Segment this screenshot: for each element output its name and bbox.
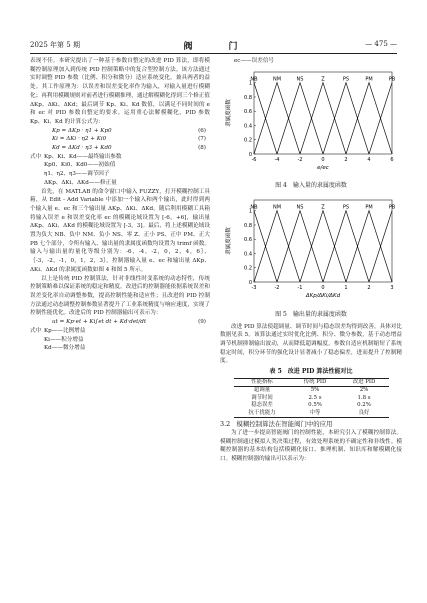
right-column	[220, 57, 402, 464]
membership-label: PB	[388, 204, 396, 211]
membership-label: NB	[250, 76, 258, 83]
x-tick-label: -2	[297, 156, 303, 163]
x-tick-label: 1	[344, 285, 348, 292]
plot-frame	[254, 200, 392, 282]
equation-8: Kd = ΔKd · η3 + Kd0 (8)	[52, 145, 206, 152]
paragraph: 为了进一步提高智能阀门的控制性能，本研究引入了模糊控制算法。模糊控制通过模拟人类决策过程，有效处理系统的不确定性和非线性。模糊控制器的基本结构包括模糊化接口、推理机制、知识库和解模糊化接口。模糊控制器的输出可以表示为：	[220, 429, 402, 463]
membership-label: PS	[342, 76, 350, 83]
table-row: 稳态误差 0.5% 0.2%	[251, 402, 371, 409]
figure-4-caption: 图 4 输入量的隶属度函数	[275, 182, 347, 190]
membership-label: NM	[272, 76, 282, 83]
membership-label: NB	[250, 204, 258, 211]
equation-7: Ki = ΔKi · η2 + Ki0 (7)	[52, 136, 206, 143]
paragraph: 首先，在 MATLAB 的命令窗口中输入 FUZZY，打开模糊控制工具箱，从 Edit - Add Variable 中添加一个输入和两个输出，此时得到两个输入量 e、ec 和三个输出量 ΔKp、ΔKi、ΔKd。随后利用模糊工具箱将输入误差 e 和误差变化率 ec 的模糊论域设置为 [-6，+6]，输出量 ΔKp、ΔKi、ΔKd 的模糊论域设置为 [-3，3]。最后，将上述模糊论域设置为负大 NB、负中 NM、负小 NS、零 Z、正小 PS、正中 PM、正大 PB 七个部分，令所有输入、输出量的隶属度函数均设置为 trimf 函数。输入与输出量的量化等级分别为：-6，-4，-2，0，2，4，6｝、｛-3，-2，-1，0，1，2，3｝。控制器输入量 e、ec 和输出量 ΔKp、ΔKi、ΔKd 的隶属度函数如图 4 和图 5 所示。	[30, 188, 210, 273]
x-tick-label: -4	[274, 156, 280, 163]
membership-curve	[277, 211, 323, 282]
paragraph: 改进 PID 算法使超调量、调节时间与稳态误差均得到改善，具体对比数据见表 5。该算法通过实时优化比例、积分、微分参数，基于动态增益调节机制抑制输出波动，从而降低超调幅度。参数自适应机制缩短了系统稳定时间，积分环节的强化设计显著减小了稳态偏差，进而提升了控制精度。	[220, 323, 402, 365]
y-tick-label: 0.4	[244, 251, 252, 258]
x-tick-label: 0	[321, 156, 325, 163]
equation-6: Kp = ΔKp · η1 + Kp0 (6)	[52, 127, 206, 134]
membership-label: Z	[321, 76, 325, 83]
membership-curve	[300, 211, 346, 282]
table-5	[234, 378, 389, 419]
y-tick-label: 1	[248, 80, 252, 87]
x-tick-label: 3	[390, 285, 394, 292]
membership-label: PS	[342, 204, 350, 211]
journal-title: 阀 门	[183, 42, 244, 52]
membership-curve	[346, 82, 392, 153]
y-tick-label: 0.8	[244, 94, 252, 101]
table-header: 传统 PID	[291, 378, 340, 387]
variable-definitions: 式中 Kp——比例增益 Ki——积分增益 Kd——微分增益	[30, 327, 86, 352]
membership-curve	[346, 211, 392, 282]
ec-definition: ec——误差信号	[234, 58, 275, 64]
table-header: 改进 PID	[340, 378, 389, 387]
y-tick-label: 0.2	[244, 137, 252, 144]
variable-definitions: 式中 Kp、Ki、Kd——最终输出参数 Kp0、Ki0、Kd0——初始值 η1、η2、η3——调节因子 ΔKp、ΔKi、ΔKd——修正量	[30, 153, 122, 186]
x-axis-label: e/ec	[317, 164, 329, 171]
page-number: — 475 —	[365, 40, 397, 48]
membership-label: PB	[388, 76, 396, 83]
plot-frame	[254, 72, 392, 154]
x-tick-label: -6	[251, 156, 257, 163]
section-heading: 3.2 模糊控制算法在智能阀门中的应用	[220, 420, 333, 429]
membership-label: NS	[296, 76, 304, 83]
header-rule	[30, 53, 397, 54]
x-tick-label: 2	[367, 285, 371, 292]
y-tick-label: 0.6	[244, 237, 252, 244]
equation-9: ut = Kp·et + Ki∫et dt + Kd·det/dt (9)	[52, 319, 206, 326]
membership-curve	[254, 211, 300, 282]
x-tick-label: 6	[390, 156, 394, 163]
membership-curve	[300, 82, 346, 153]
membership-curve	[254, 82, 300, 153]
table-row: 超调量 5% 2%	[253, 387, 369, 394]
figure-4-input-membership	[220, 66, 402, 178]
x-tick-label: 4	[367, 156, 371, 163]
y-tick-label: 0.8	[244, 222, 252, 229]
paragraph: 以上是传统 PID 控制算法，针对非线性时变系统的动态特性，传统控制策略难以保证系统的稳定和精度。改进后的控制器能依据系统误差和误差变化率自动调整参数，提高控制性能和适应性；且改进的 PID 控制方法通过动态调整控制参数显著提升了工业系统精度与响应速度，实现了控制性能优化。改进后的 PID 控制器输出可表示为：	[30, 275, 210, 317]
issue-label: 2025 年第 5 期	[30, 41, 80, 49]
left-column	[30, 57, 210, 353]
x-tick-label: 2	[344, 156, 348, 163]
y-tick-label: 1	[248, 208, 252, 215]
membership-label: NM	[272, 204, 282, 211]
y-tick-label: 0.6	[244, 108, 252, 115]
x-axis-label: ΔKp/ΔKi/ΔKd	[305, 293, 341, 300]
y-tick-label: 0.2	[244, 265, 252, 272]
membership-curve	[277, 82, 323, 153]
membership-label: PM	[365, 76, 373, 83]
y-tick-label: 0	[248, 151, 252, 158]
x-tick-label: -3	[251, 285, 257, 292]
table-5-caption: 表 5 改进 PID 算法性能对比	[269, 368, 353, 376]
figure-5-output-membership	[220, 194, 402, 306]
table-row: 抗干扰能力 中等 良好	[234, 410, 389, 418]
membership-label: Z	[321, 204, 325, 211]
running-header	[30, 40, 397, 52]
y-tick-label: 0.4	[244, 122, 252, 129]
x-tick-label: -2	[274, 285, 280, 292]
table-row: 调节时间 2.5 s 1.8 s	[251, 394, 371, 401]
membership-label: PM	[365, 204, 373, 211]
y-axis-label: 隶属度函数	[226, 98, 232, 127]
x-tick-label: 0	[321, 285, 325, 292]
membership-curve	[323, 82, 369, 153]
membership-curve	[323, 211, 369, 282]
figure-5-caption: 图 5 输出量的隶属度函数	[275, 310, 347, 318]
table-header: 性能指标	[234, 378, 291, 387]
paragraph: 表现不佳。本研究提出了一种基于参数自整定的改进 PID 算法，即将模糊控制原理加入到传统 PID 控制策略中的复合型控制方法。该方法通过实时调整 PID 参数（比例、积分和微分）适应系统变化，兼具两者的益处。其工作原理为：以误差和误差变化率作为输入，对输入量进行模糊化；再利用模糊规则对前者进行模糊推理，通过解模糊化得到三个修正值 ΔKp、ΔKi、ΔKd；最后调节 Kp、Ki、Kd 数值，以满足不同时间的 e 和 ec 对 PID 参数自整定的要求。运用重心法解模糊化，PID 参数 Kp、Ki、Kd 的计算公式为：	[30, 58, 210, 125]
membership-label: NS	[296, 204, 304, 211]
y-axis-label: 隶属度函数	[226, 227, 232, 255]
y-tick-label: 0	[248, 279, 252, 286]
x-tick-label: -1	[297, 285, 303, 292]
